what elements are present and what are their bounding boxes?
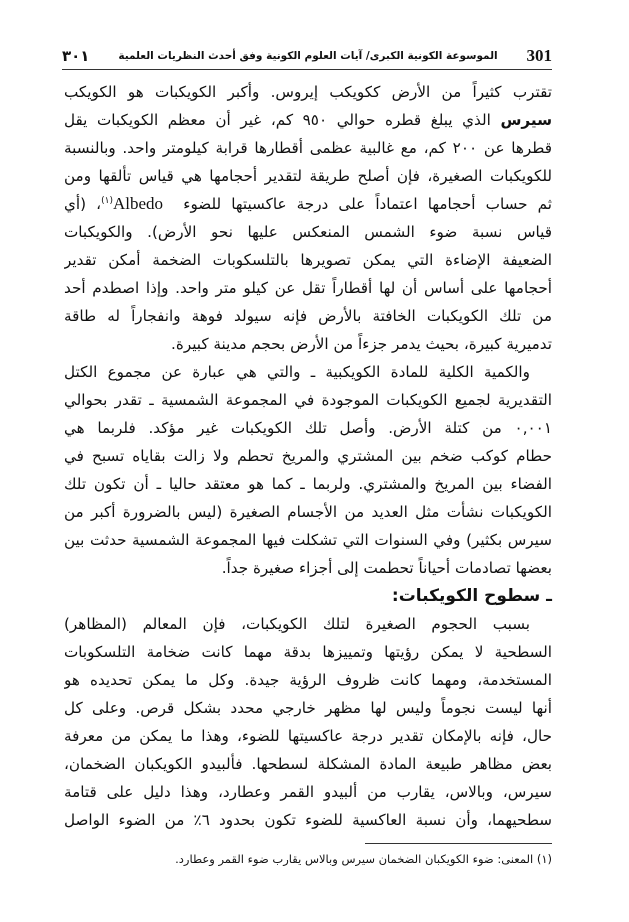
text-line: حطام كوكب ضخم بين المشتري والمريخ تحطم ولا زالت بقاياه تسبح في <box>64 447 552 465</box>
footnote-rule <box>365 843 552 844</box>
text-line: التقديرية لجميع الكويكبات الموجودة في المجموعة الشمسية ـ تقدر بحوالي <box>64 391 552 409</box>
text-line: أحجامها على أساس أن لها أقطاراً تقل عن كيلو متر واحد. وإذا اصطدم أحد <box>64 279 552 297</box>
running-title: الموسوعة الكونية الكبرى/ آيات العلوم الكونية وفق أحدث النظريات العلمية <box>118 50 498 62</box>
text-line: تقترب كثيراً من الأرض ككويكب إيروس. وأكبر الكويكبات هو الكويكب <box>64 83 552 101</box>
text-line <box>64 106 552 134</box>
text-line: قياس نسبة ضوء الشمس المنعكس عليها نحو الأرض). والكويكبات <box>64 223 552 241</box>
bold-word: سيرس <box>500 111 552 129</box>
text-span: الذي يبلغ قطره حوالي ٩٥٠ كم، غير أن معظم الكويكبات يقل <box>64 111 491 129</box>
text-line: السطحية لا يمكن رؤيتها وتمييزها بدقة مهما كانت ضخامة التلسكوبات <box>64 643 552 661</box>
text-line: الضعيفة الإضاءة التي يمكن تصويرها بالتلسكوبات الضخمة أمكن تقدير <box>64 251 552 269</box>
text-line: الفضاء بين المريخ والمشتري. ولربما ـ كما هو معتقد حاليا ـ أن تكون تلك <box>64 475 552 493</box>
albedo-term: Albedo <box>112 194 163 213</box>
footnote-ref[interactable]: (١) <box>101 195 113 206</box>
paragraph-2 <box>64 358 552 582</box>
page-number-arabic: ٣٠١ <box>62 47 90 65</box>
section-heading: ـ سطوح الكويكبات: <box>391 586 552 606</box>
text-line: قطرها عن ٢٠٠ كم، مع غالبية عظمى أقطارها قرابة كيلومتر واحد. وبالنسبة <box>64 139 552 157</box>
text-line <box>64 190 552 218</box>
text-line: تدميرية كبيرة، بحيث يدمر جزءاً من الأرض بحجم مدينة كبيرة. <box>171 335 552 353</box>
header-rule <box>62 69 552 70</box>
page-number-latin: 301 <box>526 46 552 65</box>
page-body <box>64 78 552 834</box>
text-span: ثم حساب أحجامها اعتماداً على درجة عاكسيتها للضوء <box>183 195 552 213</box>
text-line: أنها ليست نجوماً وليس لها مظهر خارجي محدد بشكل قرص. وعلى كل <box>64 699 552 717</box>
text-line: بعض مظاهر طبيعة المادة المشكلة لسطحها. فألبيدو الكويكبان الضخمان، <box>64 755 552 773</box>
paragraph-1 <box>64 78 552 358</box>
text-line: الكويكبات نشأت مثل العديد من الأجسام الصغيرة (ليس بالضرورة أكبر من <box>64 503 552 521</box>
text-line: سيرس بكثير) وفي السنوات التي تشكلت فيها المجموعة الشمسية حدثت بين <box>64 531 552 549</box>
text-line: سطحيهما، وأن نسبة العاكسية للضوء تكون بحدود ٦٪ من الضوء الواصل <box>64 811 552 829</box>
text-line: للكويكبات الصغيرة، فإن أصلح طريقة لتقدير أحجامها هي قياس تألقها ومن <box>64 167 552 185</box>
text-line: ٠,٠٠١ من كتلة الأرض. وأصل تلك الكويكبات غير مؤكد. فلربما هي <box>64 419 552 437</box>
running-header <box>62 44 552 68</box>
footnote: (١) المعنى: ضوء الكويكبان الضخمان سيرس وبالاس يقارب ضوء القمر وعطارد. <box>175 852 552 866</box>
paragraph-3 <box>64 610 552 834</box>
text-line: والكمية الكلية للمادة الكويكبية ـ والتي هي عبارة عن مجموع الكتل <box>64 363 530 381</box>
text-line: بسبب الحجوم الصغيرة لتلك الكويكبات، فإن المعالم (المظاهر) <box>64 615 530 633</box>
text-line: حال، فإنه بالإمكان تقدير درجة عاكسيتها للضوء، وهذا ما يمكن من معرفة <box>64 727 552 745</box>
text-line: من تلك الكويكبات الخافتة بالأرض فإنه سيولد فوهة وانفجاراً له طاقة <box>64 307 552 325</box>
text-line: بعضها تصادمات أحياناً تحطمت إلى أجزاء صغيرة جداً. <box>221 559 552 577</box>
text-line: سيرس، وبالاس، يقارب من ألبيدو القمر وعطارد، وهذا دليل على قتامة <box>64 783 552 801</box>
text-line: المستخدمة، ومهما كانت ظروف الرؤية جيدة. وكل ما يمكن تحديده هو <box>64 671 552 689</box>
text-span: ، (أي <box>64 195 102 213</box>
